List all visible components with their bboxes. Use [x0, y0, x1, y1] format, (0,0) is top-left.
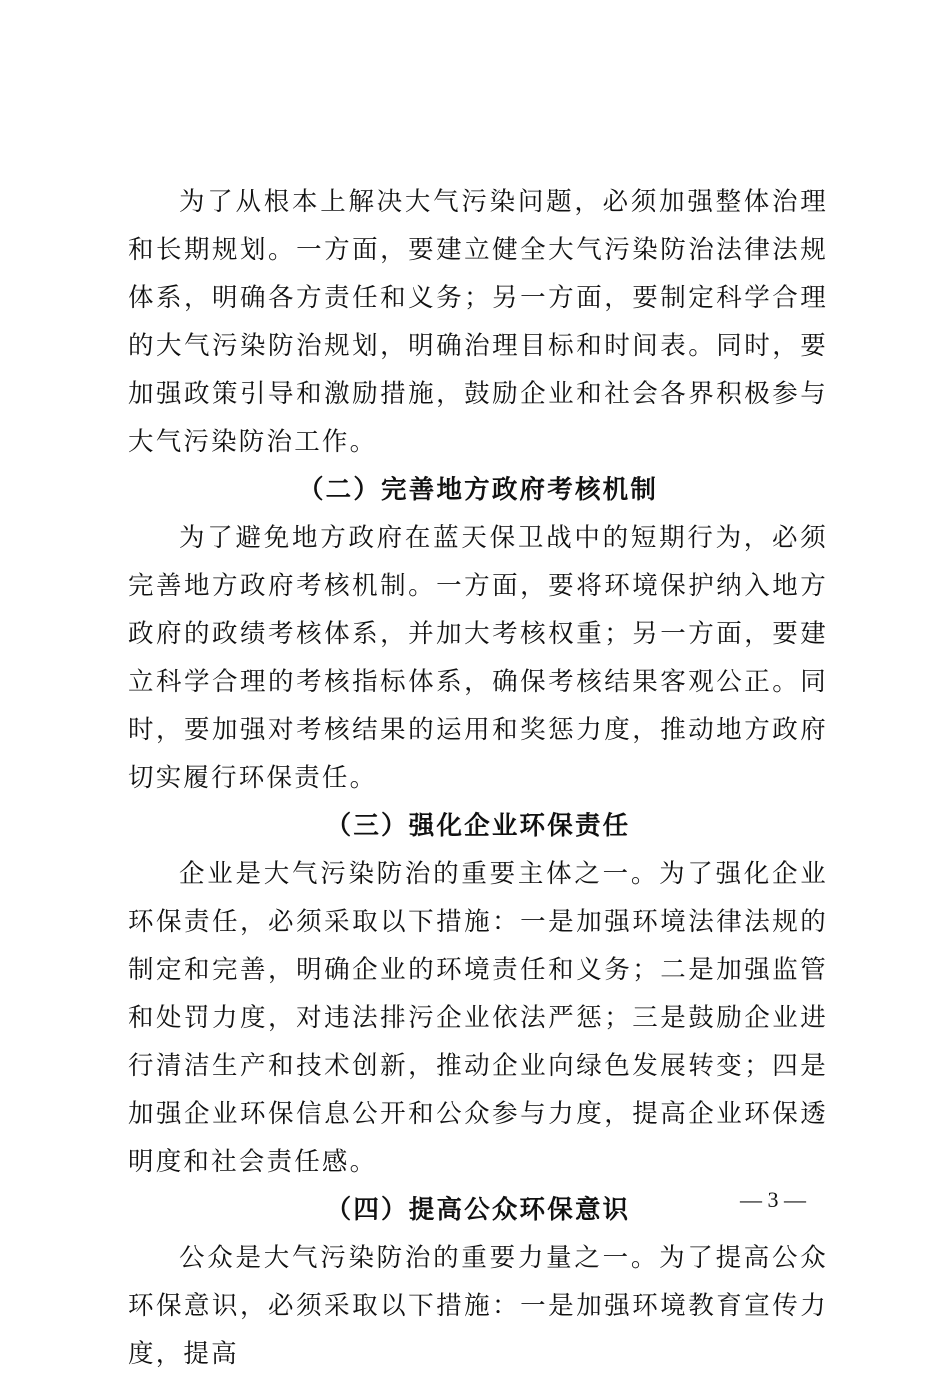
paragraph-enterprise-responsibility: 企业是大气污染防治的重要主体之一。为了强化企业环保责任，必须采取以下措施：一是加强环境法律法规的制定和完善，明确企业的环境责任和义务；二是加强监管和处罚力度，对违法排污企业依法严惩；三是鼓励企业进行清洁生产和技术创新，推动企业向绿色发展转变；四是加强企业环保信息公开和公众参与力度，提高企业环保透明度和社会责任感。	[128, 859, 828, 1177]
heading-public-awareness: （四）提高公众环保意识	[325, 1195, 631, 1225]
paragraph-public-awareness: 公众是大气污染防治的重要力量之一。为了提高公众环保意识，必须采取以下措施：一是加强环境教育宣传力度，提高	[128, 1243, 828, 1369]
page-number: — 3 —	[740, 1187, 806, 1212]
paragraph-overall-governance: 为了从根本上解决大气污染问题，必须加强整体治理和长期规划。一方面，要建立健全大气污染防治法律法规体系，明确各方责任和义务；另一方面，要制定科学合理的大气污染防治规划，明确治理目标和时间表。同时，要加强政策引导和激励措施，鼓励企业和社会各界积极参与大气污染防治工作。	[128, 187, 828, 457]
paragraph-local-government-assessment: 为了避免地方政府在蓝天保卫战中的短期行为，必须完善地方政府考核机制。一方面，要将环境保护纳入地方政府的政绩考核体系，并加大考核权重；另一方面，要建立科学合理的考核指标体系，确保考核结果客观公正。同时，要加强对考核结果的运用和奖惩力度，推动地方政府切实履行环保责任。	[128, 523, 828, 793]
heading-enterprise-responsibility: （三）强化企业环保责任	[325, 811, 631, 841]
document-body	[128, 178, 828, 1378]
heading-local-government-assessment: （二）完善地方政府考核机制	[297, 475, 659, 505]
